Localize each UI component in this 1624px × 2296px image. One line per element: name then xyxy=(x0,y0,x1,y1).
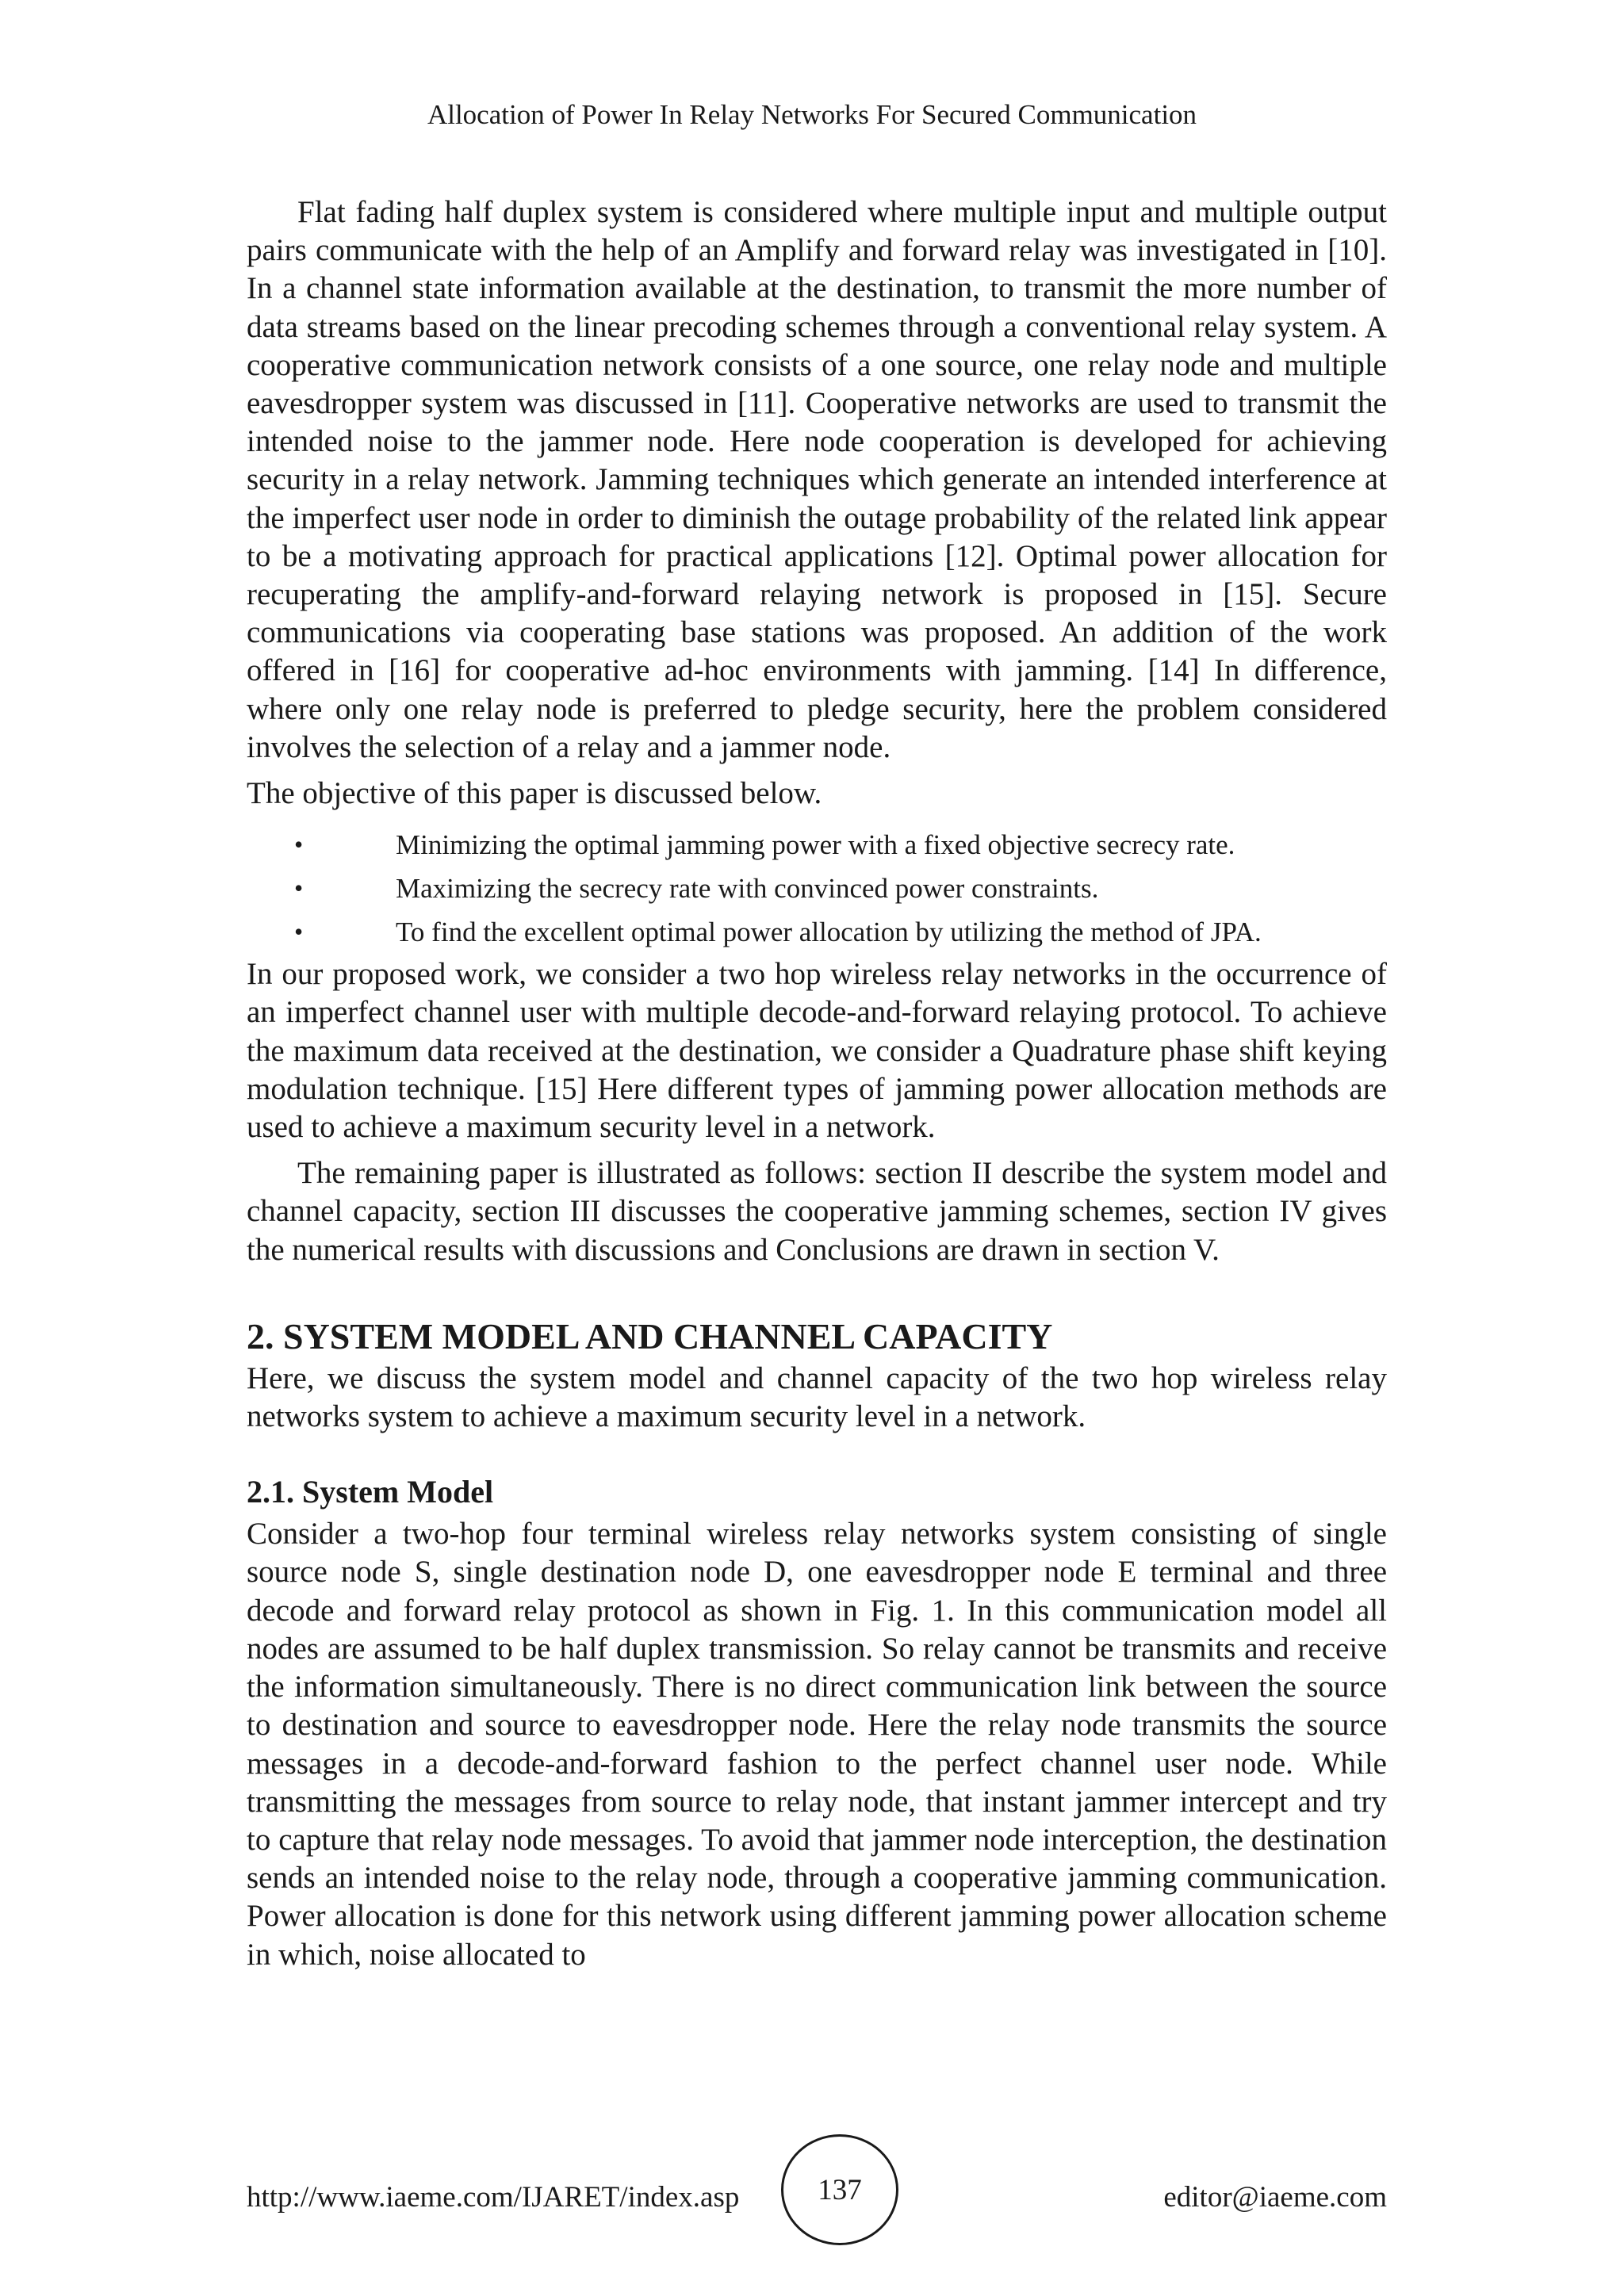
list-item xyxy=(247,910,1387,954)
paragraph-section-intro: Here, we discuss the system model and channel capacity of the two hop wireless relay networks system to achieve a maximum security level in a network. xyxy=(247,1360,1387,1434)
subsection-heading-system-model: 2.1. System Model xyxy=(247,1474,494,1510)
section-heading-system-model: 2. SYSTEM MODEL AND CHANNEL CAPACITY xyxy=(247,1315,1053,1357)
list-item xyxy=(247,867,1387,910)
paragraph-system-model: Consider a two-hop four terminal wireless relay networks system consisting of single source node S, single destination node D, one eavesdropper node E terminal and three decode and forward relay protocol as shown in Fig. 1. In this communication model all nodes are assumed to be half duplex transmission. So relay cannot be transmits and receive the information simultaneously. There is no direct communication link between the source to destination and source to eavesdropper node. Here the relay node transmits the source messages in a decode-and-forward fashion to the perfect channel user node. While transmitting the messages from source to relay node, that instant jammer intercept and try to capture that relay node messages. To avoid that jammer node interception, the destination sends an intended noise to the relay node, through a cooperative jamming communication. Power allocation is done for this network using different jamming power allocation scheme in which, noise allocated to xyxy=(247,1517,1387,1972)
page-number-circle xyxy=(781,2134,898,2245)
page-footer xyxy=(247,2164,1387,2228)
bullet-icon: • xyxy=(294,874,304,903)
bullet-icon: • xyxy=(294,830,304,859)
list-item-text: To find the excellent optimal power allocation by utilizing the method of JPA. xyxy=(396,916,1262,948)
running-header: Allocation of Power In Relay Networks For Secured Communication xyxy=(427,99,1197,130)
page-number: 137 xyxy=(818,2173,862,2206)
objective-list xyxy=(247,823,1387,954)
paragraph-proposed-work: In our proposed work, we consider a two hop wireless relay networks in the occurrence of an imperfect channel user with multiple decode-and-forward relaying protocol. To achieve the maximum data received at the destination, we consider a Quadrature phase shift keying modulation technique. [15] Here different types of jamming power allocation methods are used to achieve a maximum security level in a network. xyxy=(247,957,1387,1145)
paragraph-organization: The remaining paper is illustrated as follows: section II describe the system model and channel capacity, section III discusses the cooperative jamming schemes, section IV gives the numerical results with discussions and Conclusions are drawn in section V. xyxy=(247,1156,1387,1267)
bullet-icon: • xyxy=(294,917,304,947)
paragraph-objective-intro: The objective of this paper is discussed below. xyxy=(247,776,822,811)
list-item-text: Minimizing the optimal jamming power with a fixed objective secrecy rate. xyxy=(396,829,1235,861)
journal-url-link[interactable]: http://www.iaeme.com/IJARET/index.asp xyxy=(247,2181,740,2214)
list-item xyxy=(247,823,1387,867)
page-body xyxy=(247,193,1387,1974)
paragraph-related-work: Flat fading half duplex system is considered where multiple input and multiple output pairs communicate with the help of an Amplify and forward relay was investigated in [10]. In a channel state information available at the destination, to transmit the more number of data streams based on the linear precoding schemes through a conventional relay system. A cooperative communication network consists of a one source, one relay node and multiple eavesdropper system was discussed in [11]. Cooperative networks are used to transmit the intended noise to the jammer node. Here node cooperation is developed for achieving security in a relay network. Jamming techniques which generate an intended interference at the imperfect user node in order to diminish the outage probability of the related link appear to be a motivating approach for practical applications [12]. Optimal power allocation for recuperating the amplify-and-forward relaying network is proposed in [15]. Secure communications via cooperating base stations was proposed. An addition of the work offered in [16] for cooperative ad-hoc environments with jamming. [14] In difference, where only one relay node is preferred to pledge security, here the problem considered involves the selection of a relay and a jammer node. xyxy=(247,195,1387,764)
editor-email-link[interactable]: editor@iaeme.com xyxy=(1163,2181,1387,2214)
list-item-text: Maximizing the secrecy rate with convinced power constraints. xyxy=(396,873,1099,905)
